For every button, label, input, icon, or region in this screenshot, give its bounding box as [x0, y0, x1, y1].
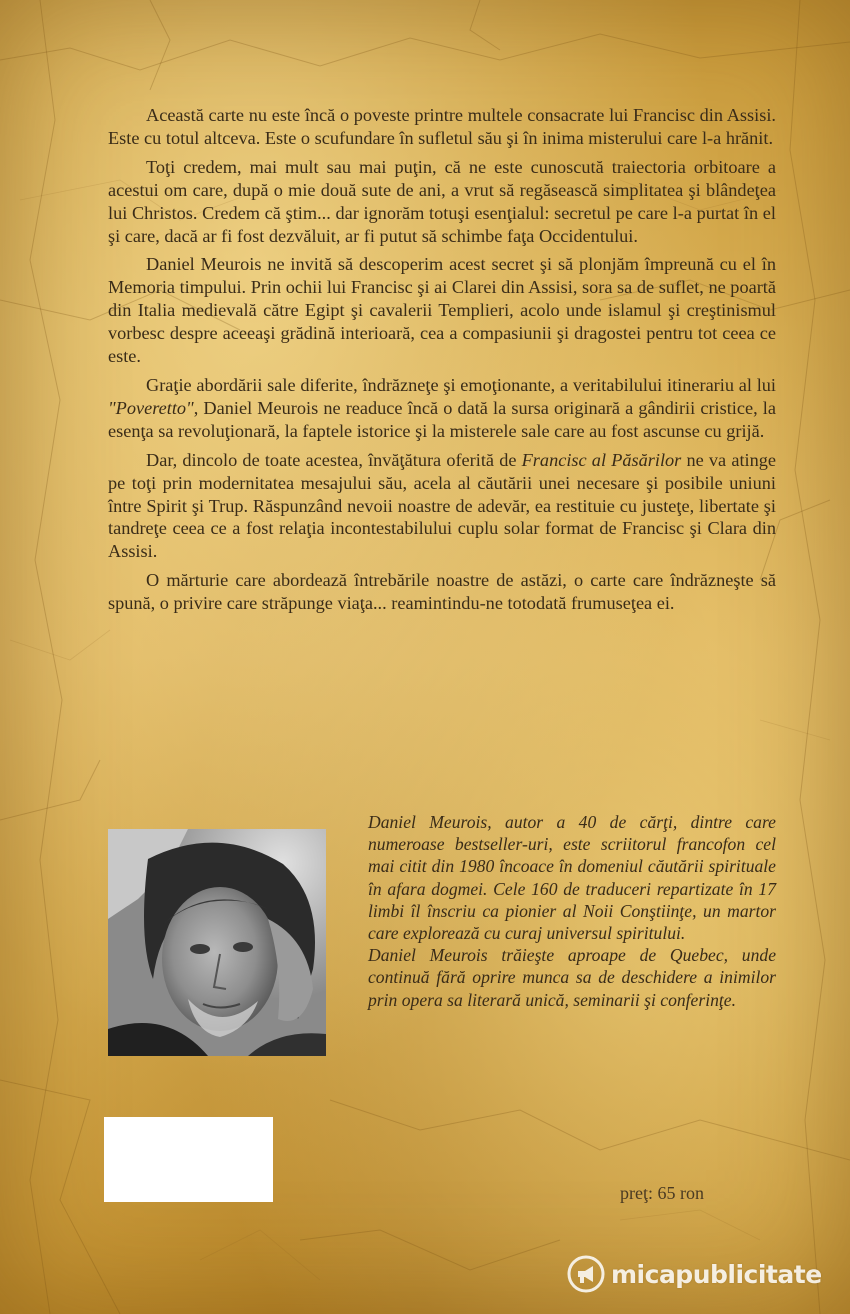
description-paragraph: Această carte nu este încă o poveste printre multele consacrate lui Francisc din Assisi. Este cu totul altceva. Este o scufundare în sufletul său şi în inima misterului care l-a hrănit.	[108, 105, 776, 148]
megaphone-icon	[567, 1255, 605, 1293]
price-label: preţ: 65 ron	[620, 1183, 704, 1203]
italic-book-title: Francisc al Păsărilor	[521, 449, 682, 470]
text-run: Graţie abordării sale diferite, îndrăzneţe şi emoţionante, a veritabilului itinerariu al lui	[146, 374, 776, 395]
text-run: , Daniel Meurois ne readuce încă o dată la sursa originară a gândirii cristice, la esenţa sa revoluţionară, la faptele istorice şi la misterele sale care au fost ascunse cu grijă.	[108, 397, 776, 441]
description-paragraph: Daniel Meurois ne invită să descoperim acest secret şi să plonjăm împreună cu el în Memoria timpului. Prin ochii lui Francisc şi ai Clarei din Assisi, sora sa de suflet, ne poartă din Italia medievală către Egipt şi cavalerii Templieri, acolo unde islamul şi creştinismul vorbesc despre aceeaşi grădină interioară, cea a compasiunii şi dragostei pentru tot ceea ce este.	[108, 254, 776, 367]
description-paragraph: Toţi credem, mai mult sau mai puţin, că ne este cunoscută traiectoria orbitoare a acestui om care, după o mie două sute de ani, a vrut să regăsească simplitatea şi blândeţea lui Christos. Credem că ştim... dar ignorăm totuşi esenţialul: secretul pe care l-a purtat în el şi care, dacă ar fi fost dezvăluit, ar fi putut să schimbe faţa Occidentului.	[108, 156, 776, 246]
watermark	[567, 1253, 837, 1295]
watermark-text: micapublicitate	[611, 1259, 822, 1289]
author-photo	[108, 829, 326, 1056]
text-run: Dar, dincolo de toate acestea, învăţătura oferită de	[146, 449, 522, 470]
description-paragraph	[108, 374, 776, 443]
author-bio	[368, 811, 776, 1011]
description-paragraph: O mărturie care abordează întrebările noastre de astăzi, o carte care îndrăzneşte să spună, o privire care străpunge viaţa... reamintindu-ne totodată frumuseţea ei.	[108, 570, 776, 614]
author-bio-paragraph: Daniel Meurois, autor a 40 de cărţi, dintre care numeroase bestseller-uri, este scriitorul francofon cel mai citit din 1980 încoace în domeniul căutării spirituale în afara dogmei. Cele 160 de traduceri repartizate în 17 limbi îl înscriu ca pionier al Noii Conştiinţe, un martor care explorează cu curaj universul spiritului.	[368, 812, 776, 944]
description-text	[108, 104, 776, 621]
author-bio-paragraph: Daniel Meurois trăieşte aproape de Quebec, unde continuă fără oprire munca sa de deschidere a inimilor prin opera sa literară unică, seminarii şi conferinţe.	[368, 945, 776, 1010]
barcode-area	[104, 1117, 273, 1202]
description-paragraph	[108, 449, 776, 564]
italic-title: "Poveretto"	[108, 397, 194, 418]
author-portrait	[108, 829, 326, 1056]
text-run: ne va atinge pe toţi prin modernitatea mesajului său, acela al căutării unei necesare şi posibile uniuni între Spirit şi Trup. Răspunzând nevoii noastre de adevăr, ea restituie cu justeţe, libertate şi tandreţe ceea ce a fost relaţia incontestabilului cuplu solar format de Francisc şi Clara din Assisi.	[108, 449, 776, 562]
